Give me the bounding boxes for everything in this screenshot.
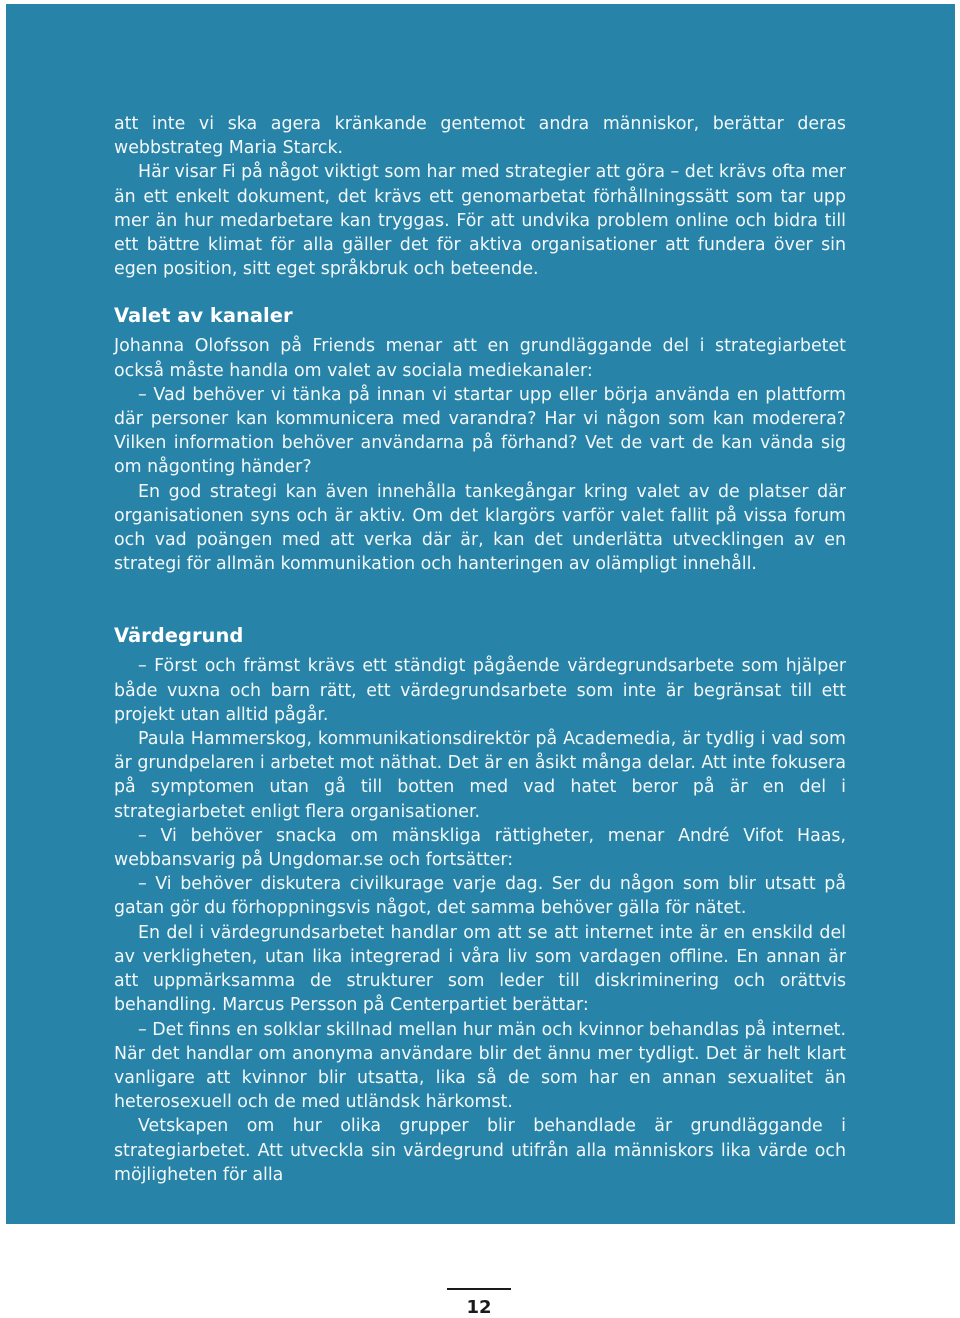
paragraph-varde-2: Paula Hammerskog, kommunikationsdirektör på Academedia, är tydlig i vad som är grundpelaren i arbetet mot näthat. Det är en åsikt många delar. Att inte fokusera på symptomen utan gå till botten med vad hatet beror på är en del i strategiarbetet enligt flera organisationer. [114,729,846,822]
paragraph-valet-3: En god strategi kan även innehålla tankegångar kring valet av de platser där organisationen syns och är aktiv. Om det klargörs varför valet fallit på vissa forum och vad poängen med att verka där är, kan det underlätta utvecklingen av en strategi för allmän kommunikation och hanteringen av olämpligt innehåll. [114,481,846,575]
paragraph-varde-7: Vetskapen om hur olika grupper blir behandlade är grundläggande i strategiarbetet. Att utveckla sin värdegrund utifrån alla människors lika värde och möjligheten för alla [114,1116,846,1185]
paragraph-varde-4: – Vi behöver diskutera civilkurage varje dag. Ser du någon som blir utsatt på gatan gör du förhoppningsvis något, det samma behöver gälla för nätet. [114,874,846,919]
heading-vardegrund: Värdegrund [114,624,244,648]
content-panel [6,4,955,1224]
paragraph-varde-5: En del i värdegrundsarbetet handlar om att se att internet inte är en enskild del av verkligheten, utan lika integrerad i våra liv som vardagen offline. En annan är att uppmärksamma de strukturer som leder till diskriminering och orättvis behandling. Marcus Persson på Centerpartiet berättar: [114,922,846,1016]
paragraph-valet-2: – Vad behöver vi tänka på innan vi startar upp eller börja använda en plattform där personer kan kommunicera med varandra? Har vi någon som kan moderera? Vilken information behöver användarna på förhand? Vet de vart de kan vända sig om någonting händer? [114,384,846,478]
paragraph-varde-1: – Först och främst krävs ett ständigt pågående värdegrundsarbete som hjälper både vuxna och barn rätt, ett värdegrundsarbete som inte är begränsat till ett projekt utan alltid pågår. [114,656,846,725]
page-number: 12 [466,1297,492,1318]
footer-divider [447,1288,511,1290]
paragraph-intro-2: Här visar Fi på något viktigt som har med strategier att göra – det krävs ofta mer än ett enkelt dokument, det krävs ett genomarbetat förhållningssätt som tar upp mer än hur medarbetare kan tryggas. För att undvika problem online och bidra till ett bättre klimat för alla gäller det för aktiva organisationer att fundera över sin egen position, sitt eget språkbruk och beteende. [114,162,846,280]
paragraph-valet-1: Johanna Olofsson på Friends menar att en grundläggande del i strategiarbetet också måste handla om valet av sociala mediekanaler: [114,336,846,381]
paragraph-varde-6: – Det finns en solklar skillnad mellan hur män och kvinnor behandlas på internet. När det handlar om anonyma användare blir det ännu mer tydligt. Det är helt klart vanligare att kvinnor blir utsatta, lika så de som har en annan sexualitet än heterosexuell och de med utländsk härkomst. [114,1019,846,1113]
paragraph-varde-3: – Vi behöver snacka om mänskliga rättigheter, menar André Vifot Haas, webbansvarig på Ungdomar.se och fortsätter: [114,825,846,871]
article-body [114,112,846,1187]
paragraph-intro-1: att inte vi ska agera kränkande gentemot andra människor, berättar deras webbstrateg Maria Starck. [114,114,846,159]
heading-valet-av-kanaler: Valet av kanaler [114,304,293,328]
